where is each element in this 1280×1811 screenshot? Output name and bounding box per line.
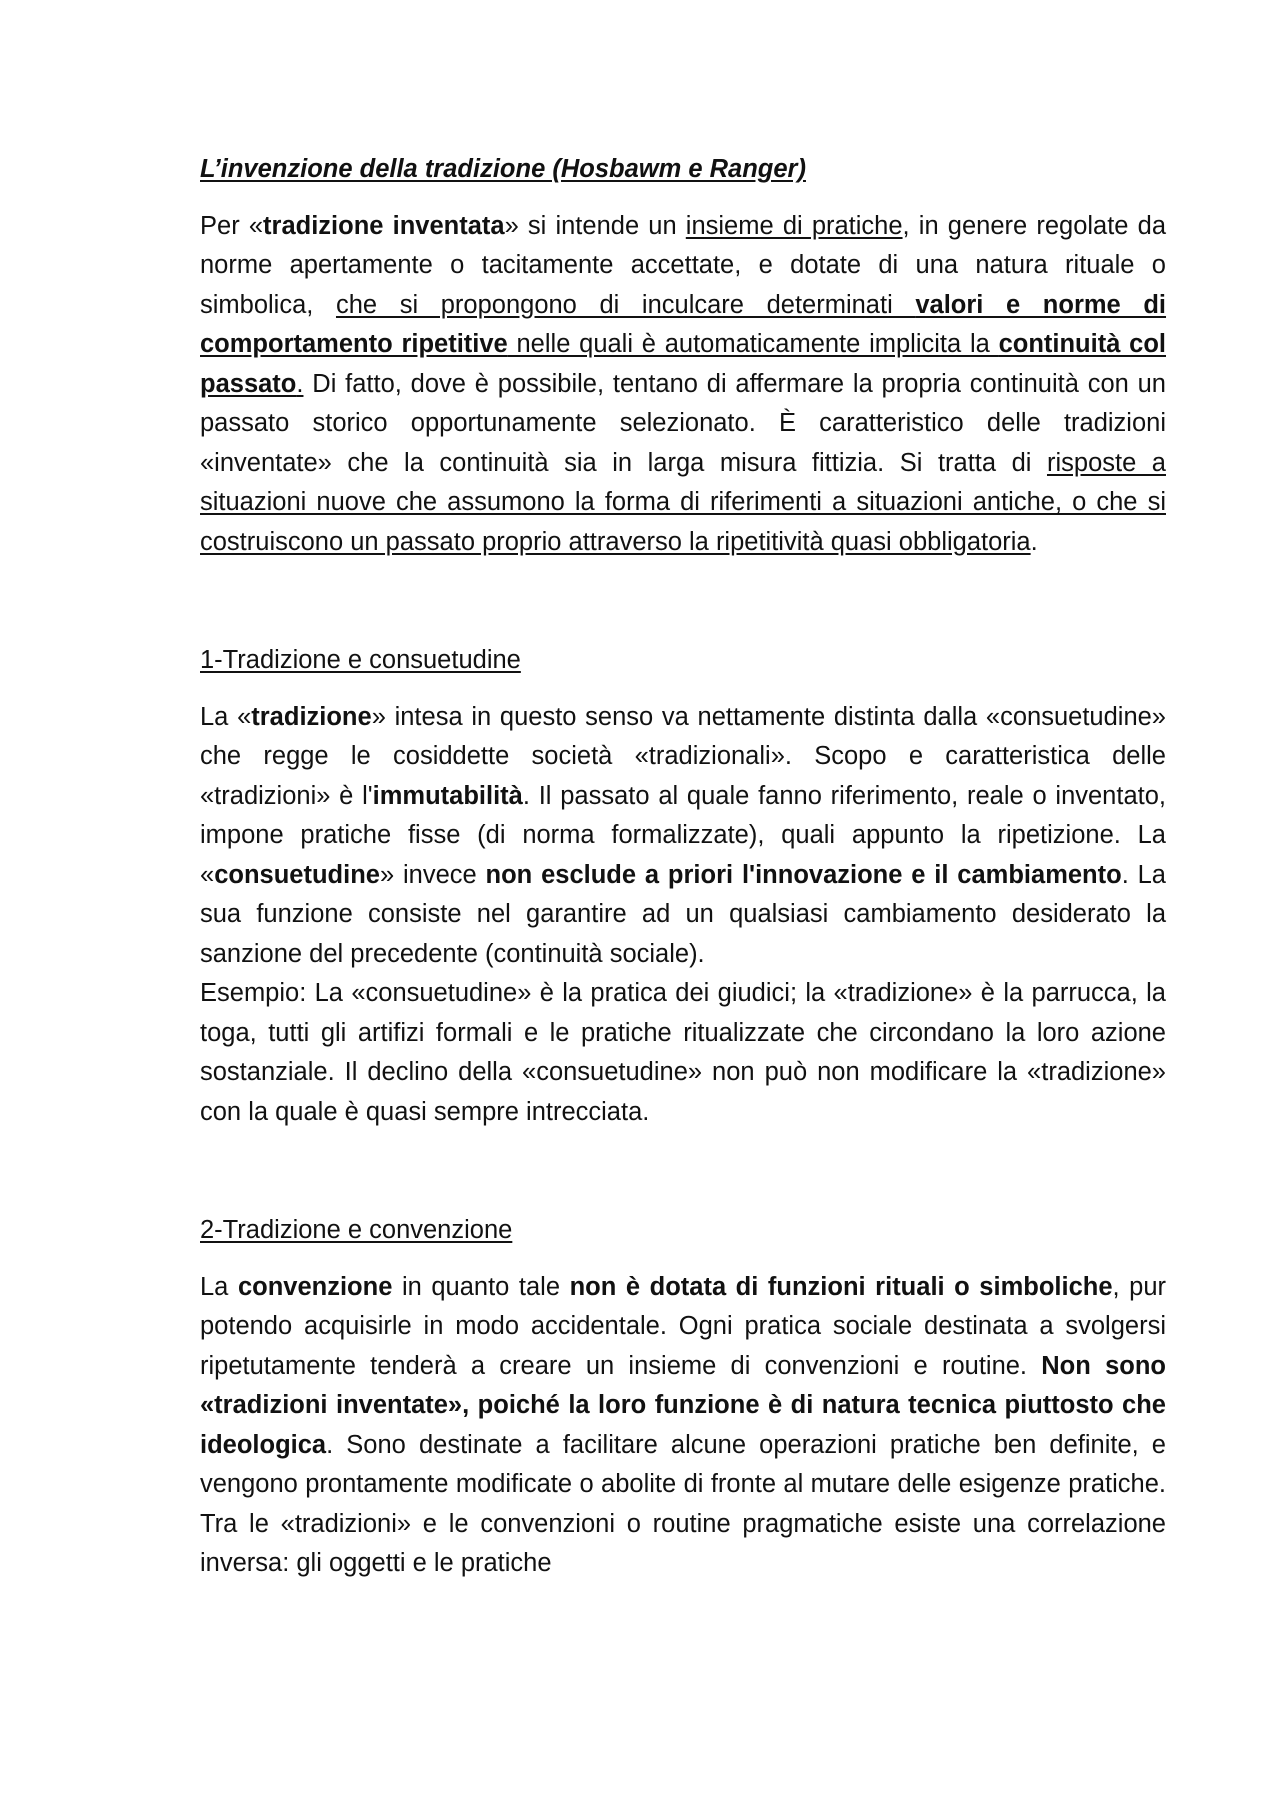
bold-term: valori e norme di comportamento ripetitive bbox=[200, 290, 1167, 358]
bold-term: consuetudine bbox=[214, 860, 380, 889]
text-run: , in genere regolate da norme apertamente o tacitamente accettate, e dotate di una natura rituale o simbolica, bbox=[200, 211, 1167, 319]
underlined-phrase: risposte a situazioni nuove che assumono la forma di riferimenti a situazioni antiche, o che si costruiscono un passato proprio attraverso la ripetitività quasi obbligatoria bbox=[200, 448, 1166, 556]
text-run: . La sua funzione consiste nel garantire ad un qualsiasi cambiamento desiderato la sanzione del precedente (continuità sociale). bbox=[200, 860, 1166, 968]
bold-term: tradizione inventata bbox=[263, 211, 505, 240]
bold-term: non esclude a priori l'innovazione e il cambiamento bbox=[485, 860, 1122, 889]
bold-term: immutabilità bbox=[372, 781, 523, 810]
bold-term: tradizione bbox=[251, 702, 372, 731]
bold-term: continuità col passato bbox=[200, 330, 1166, 398]
text-run: La « bbox=[200, 702, 252, 731]
intro-paragraph bbox=[200, 207, 1166, 563]
bold-term: non è dotata di funzioni rituali o simboliche bbox=[569, 1272, 1113, 1301]
text-run: » si intende un bbox=[504, 211, 686, 240]
text-run: nelle quali è automaticamente implicita la bbox=[507, 330, 999, 358]
section-heading-consuetudine: 1-Tradizione e consuetudine bbox=[200, 646, 521, 674]
text-run: in quanto tale bbox=[392, 1272, 570, 1301]
text-run: . Sono destinate a facilitare alcune operazioni pratiche ben definite, e vengono prontamente modificate o abolite di fronte al mutare delle esigenze pratiche. Tra le «tradizioni» e le convenzioni o routine pragmatiche esiste una correlazione inversa: gli oggetti e le pratiche bbox=[200, 1430, 1166, 1577]
text-run: che si propongono di inculcare determinati bbox=[335, 290, 916, 319]
document-title: L’invenzione della tradizione (Hosbawm e Ranger) bbox=[200, 155, 806, 183]
spacer bbox=[200, 1132, 1166, 1211]
spacer bbox=[200, 562, 1166, 641]
consuetudine-paragraph bbox=[200, 698, 1166, 975]
text-run: . bbox=[296, 369, 304, 398]
text-run: , pur potendo acquisirle in modo accidentale. Ogni pratica sociale destinata a svolgersi ripetutamente tenderà a creare un insieme di convenzioni e routine. bbox=[200, 1272, 1167, 1380]
convenzione-paragraph bbox=[200, 1268, 1166, 1584]
text-run: Di fatto, dove è possibile, tentano di affermare la propria continuità con un passato storico opportunamente selezionato. È caratteristico delle tradizioni «inventate» che la continuità sia in larga misura fittizia. Si tratta di bbox=[200, 369, 1166, 477]
document-page bbox=[200, 150, 1166, 1584]
underlined-phrase: insieme di pratiche bbox=[685, 211, 903, 240]
text-run: » intesa in questo senso va nettamente distinta dalla «consuetudine» che regge le cosiddette società «tradizionali». Scopo e caratteristica delle «tradizioni» è l' bbox=[200, 702, 1166, 810]
example-paragraph: Esempio: La «consuetudine» è la pratica dei giudici; la «tradizione» è la parrucca, la toga, tutti gli artifizi formali e le pratiche ritualizzate che circondano la loro azione sostanziale. Il declino della «consuetudine» non può non modificare la «tradizione» con la quale è quasi sempre intrecciata. bbox=[200, 979, 1166, 1126]
bold-term: Non sono «tradizioni inventate», poiché la loro funzione è di natura tecnica piuttosto che ideologica bbox=[200, 1351, 1166, 1459]
text-run: La bbox=[200, 1272, 238, 1301]
section-heading-convenzione: 2-Tradizione e convenzione bbox=[200, 1216, 513, 1244]
bold-term: convenzione bbox=[237, 1272, 393, 1301]
text-run: . bbox=[1030, 527, 1038, 556]
text-run: » invece bbox=[379, 860, 486, 889]
text-run: Per « bbox=[200, 211, 264, 240]
text-run: . Il passato al quale fanno riferimento, reale o inventato, impone pratiche fisse (di norma formalizzate), quali appunto la ripetizione. La « bbox=[200, 781, 1166, 889]
